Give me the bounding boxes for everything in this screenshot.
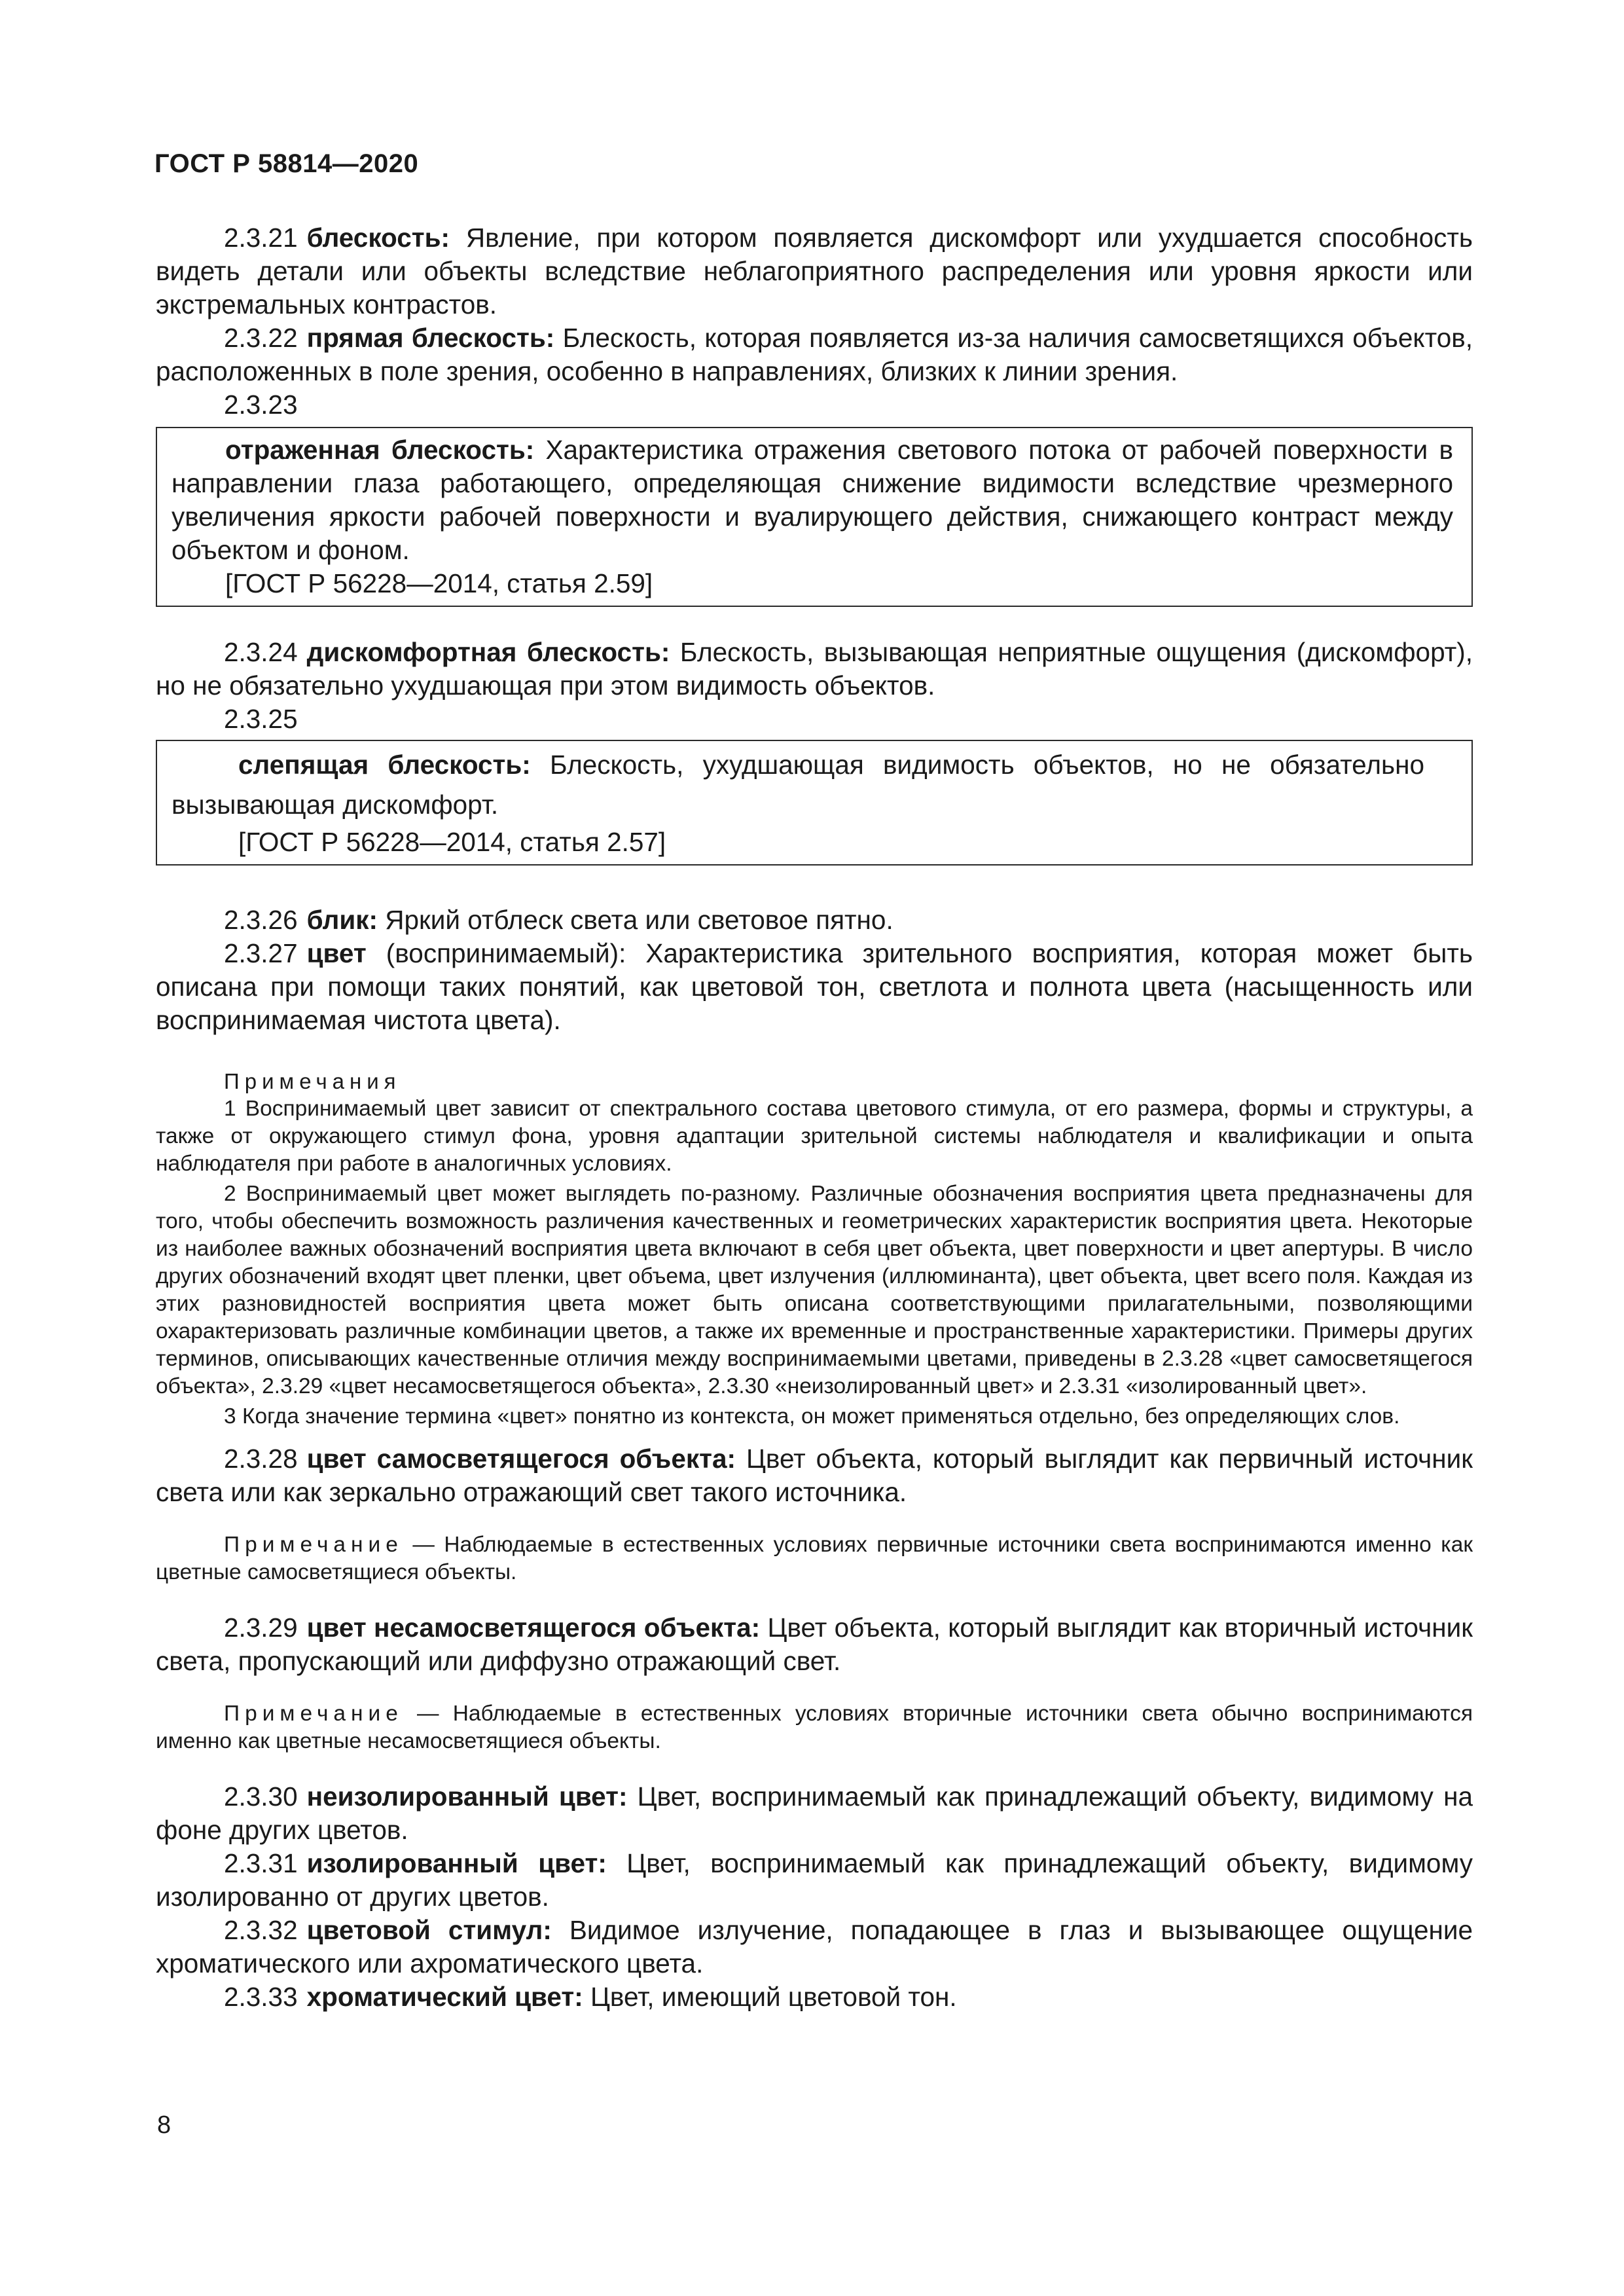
entry-number: 2.3.31 (224, 1848, 298, 1878)
entry-term: изолированный цвет: (306, 1848, 607, 1878)
entry-term: блескость: (306, 223, 450, 253)
entry-definition: Цвет, воспринимаемый как принадлежащий объекту, видимому на фоне других цветов. (156, 1781, 1473, 1845)
entry-number-2-3-23: 2.3.23 (224, 390, 298, 420)
entry-number: 2.3.30 (224, 1781, 298, 1812)
notes-block (156, 1067, 1473, 1430)
note-2-3-29 (156, 1700, 1473, 1755)
entry-number: 2.3.26 (224, 905, 298, 935)
entry-definition: Блескость, ухудшающая видимость объектов, но не обязательно вызывающая дискомфорт. (171, 750, 1424, 820)
entry-number-2-3-25: 2.3.25 (224, 704, 298, 734)
entry-definition: Видимое излучение, попадающее в глаз и вызывающее ощущение хроматического или ахроматического цвета. (156, 1915, 1473, 1978)
entry-term: цвет самосветящегося объекта: (306, 1444, 736, 1474)
entry-definition: Цвет объекта, который выглядит как первичный источник света или как зеркально отражающий свет такого источника. (156, 1444, 1473, 1507)
entry-number: 2.3.29 (224, 1613, 298, 1643)
entry-2-3-31 (156, 1847, 1473, 1914)
entry-number: 2.3.27 (224, 938, 298, 968)
entry-number: 2.3.33 (224, 1982, 298, 2012)
entry-term: прямая блескость: (306, 323, 555, 353)
entry-term: цвет несамосветящегося объекта: (306, 1613, 761, 1643)
note-text: — Наблюдаемые в естественных условиях вторичные источники света обычно воспринимаются именно как цветные несамосветящиеся объекты. (156, 1702, 1473, 1753)
note-label: Примечание (224, 1702, 403, 1726)
source-reference: [ГОСТ Р 56228—2014, статья 2.57] (238, 827, 666, 857)
entry-definition: Цвет, имеющий цветовой тон. (583, 1982, 957, 2012)
entry-definition: Яркий отблеск света или световое пятно. (378, 905, 893, 935)
entry-term: слепящая блескость: (238, 750, 531, 780)
entry-2-3-26 (156, 903, 1473, 937)
entry-definition: (воспринимаемый): Характеристика зрительного восприятия, которая может быть описана при помощи таких понятий, как цветовой тон, светлота и полнота цвета (насыщенность или воспринимаемая чистота цвета). (156, 938, 1473, 1035)
entry-term: блик: (306, 905, 378, 935)
entry-term: неизолированный цвет: (306, 1781, 628, 1812)
entry-2-3-25 (171, 745, 1424, 825)
entry-definition: Характеристика отражения светового потока от рабочей поверхности в направлении глаза работающего, определяющая снижение видимости вследствие чрезмерного увеличения яркости рабочей поверхности и вуалирующего действия, снижающего контраст между объектом и фоном. (171, 435, 1454, 565)
entry-2-3-27 (156, 937, 1473, 1037)
note-2: 2 Воспринимаемый цвет может выглядеть по-разному. Различные обозначения восприятия цвета предназначены для того, чтобы обеспечить возможность различения качественных и геометрических характеристик восприятия цвета. Некоторые из наиболее важных обозначений восприятия цвета включают в себя цвет объекта, цвет поверхности и цвет апертуры. В число других обозначений входят цвет пленки, цвет объема, цвет излучения (иллюминанта), цвет объекта, цвет всего поля. Каждая из этих разновидностей восприятия цвета может быть описана соответствующими прилагательными, позволяющими охарактеризовать различные комбинации цветов, а также их временные и пространственные характеристики. Примеры других терминов, описывающих качественные отличия между воспринимаемыми цветами, приведены в 2.3.28 «цвет самосветящегося объекта», 2.3.29 «цвет несамосветящегося объекта», 2.3.30 «неизолированный цвет» и 2.3.31 «изолированный цвет». (156, 1182, 1473, 1398)
entry-number: 2.3.28 (224, 1444, 298, 1474)
note-1: 1 Воспринимаемый цвет зависит от спектрального состава цветового стимула, от его размера, формы и структуры, а также от окружающего стимул фона, уровня адаптации зрительной системы наблюдателя и квалификации и опыта наблюдателя при работе в аналогичных условиях. (156, 1097, 1473, 1176)
note-text: — Наблюдаемые в естественных условиях первичные источники света воспринимаются именно как цветные самосветящиеся объекты. (156, 1533, 1473, 1584)
entry-2-3-30 (156, 1780, 1473, 1847)
entry-definition: Явление, при котором появляется дискомфорт или ухудшается способность видеть детали или объекты вследствие неблагоприятного распределения или уровня яркости или экстремальных контрастов. (156, 223, 1473, 319)
document-body (156, 221, 1473, 2014)
note-3: 3 Когда значение термина «цвет» понятно из контекста, он может применяться отдельно, без определяющих слов. (224, 1404, 1400, 1429)
note-label: Примечание (224, 1533, 403, 1557)
page-number: 8 (157, 2111, 171, 2139)
entry-2-3-32 (156, 1914, 1473, 1980)
entry-term: отраженная блескость: (225, 435, 535, 465)
entry-term: цветовой стимул: (306, 1915, 552, 1945)
entry-definition: Цвет объекта, который выглядит как вторичный источник света, пропускающий или диффузно отражающий свет. (156, 1613, 1473, 1676)
entry-definition: Блескость, которая появляется из-за наличия самосветящихся объектов, расположенных в поле зрения, особенно в направлениях, близких к линии зрения. (156, 323, 1473, 386)
entry-2-3-33 (156, 1980, 1473, 2014)
notes-heading: Примечания (224, 1069, 401, 1093)
entry-2-3-22 (156, 321, 1473, 388)
entry-term: хроматический цвет: (306, 1982, 583, 2012)
entry-2-3-24 (156, 636, 1473, 702)
entry-2-3-29 (156, 1611, 1473, 1678)
entry-term: цвет (306, 938, 367, 968)
entry-definition: Блескость, вызывающая неприятные ощущения (дискомфорт), но не обязательно ухудшающая при этом видимость объектов. (156, 637, 1473, 701)
entry-2-3-28 (156, 1442, 1473, 1509)
entry-number: 2.3.24 (224, 637, 298, 667)
entry-number: 2.3.22 (224, 323, 298, 353)
quoted-definition-box (156, 427, 1473, 607)
note-2-3-28 (156, 1531, 1473, 1586)
entry-2-3-23 (171, 433, 1453, 567)
document-header: ГОСТ Р 58814—2020 (154, 149, 419, 178)
entry-2-3-21 (156, 221, 1473, 321)
entry-term: дискомфортная блескость: (306, 637, 670, 667)
entry-definition: Цвет, воспринимаемый как принадлежащий объекту, видимому изолированно от других цветов. (156, 1848, 1473, 1912)
quoted-definition-box (156, 740, 1473, 866)
entry-number: 2.3.32 (224, 1915, 298, 1945)
source-reference: [ГОСТ Р 56228—2014, статья 2.59] (225, 568, 653, 598)
entry-number: 2.3.21 (224, 223, 298, 253)
